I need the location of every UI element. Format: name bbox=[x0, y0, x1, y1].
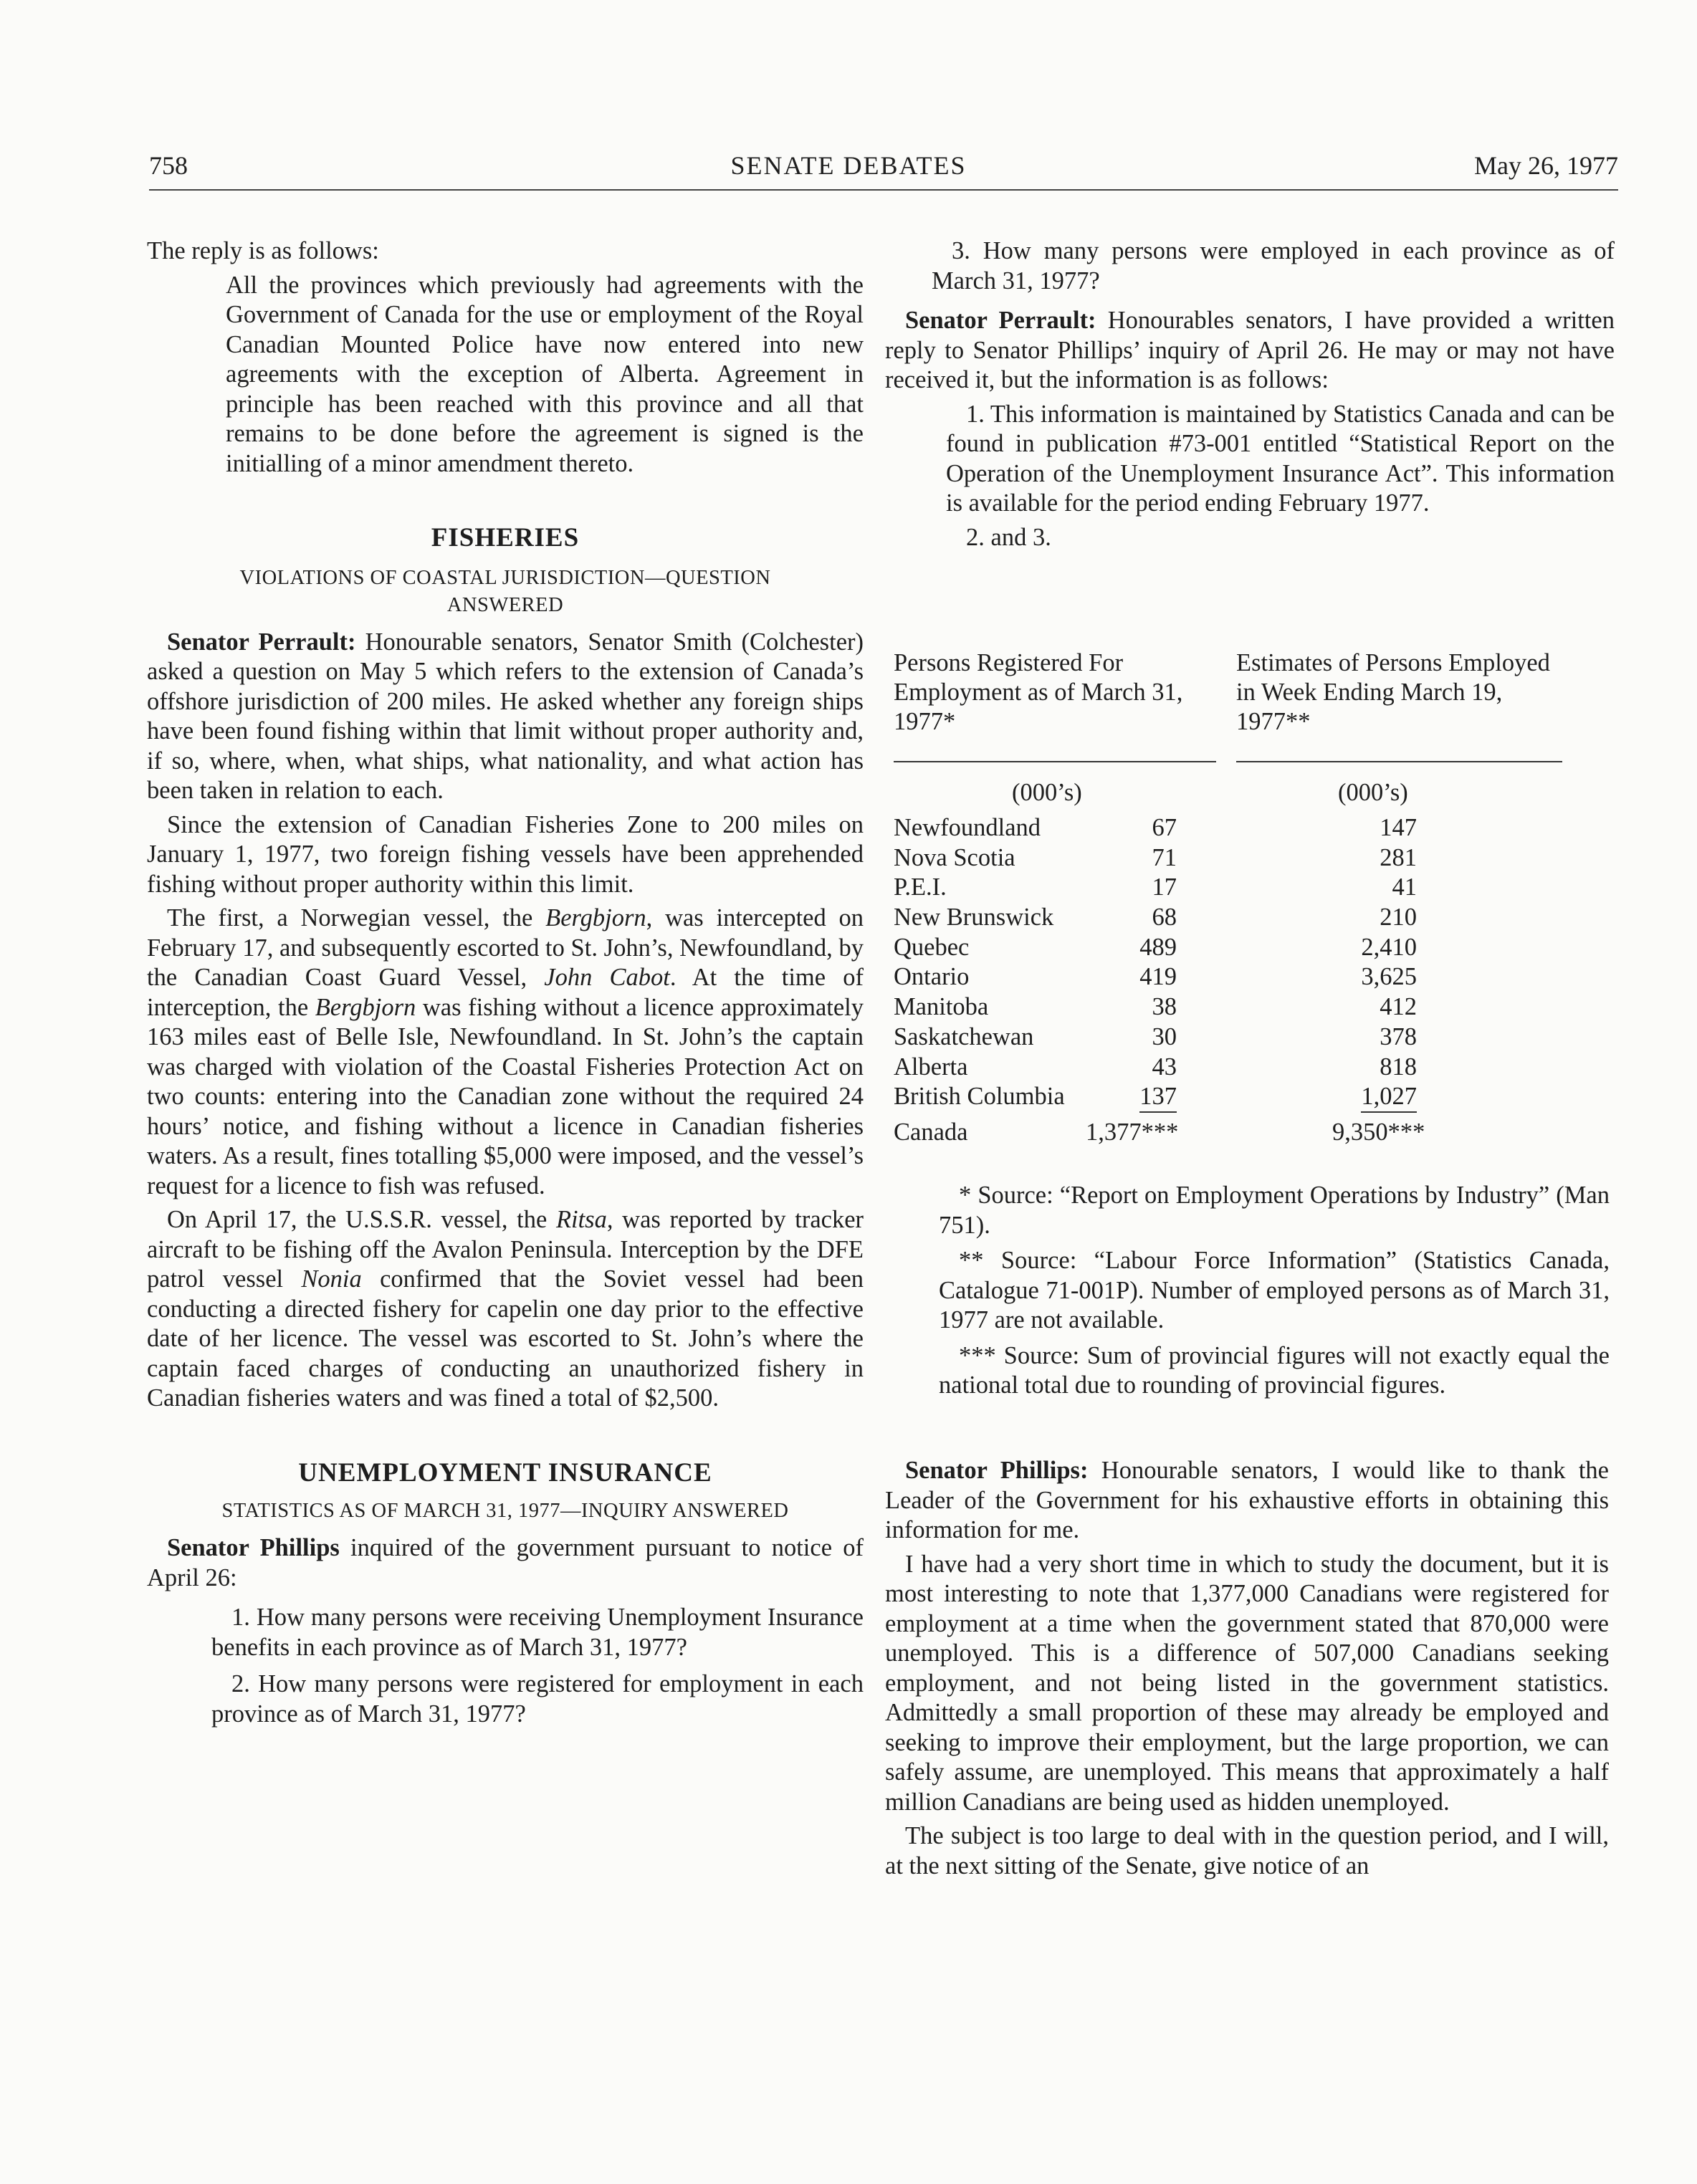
employed-cell: 210 bbox=[1380, 904, 1417, 931]
text-run: was fishing without a licence approximately 163 miles east of Belle Isle, Newfoundland. In St. John’s the captain was charged with violation of the Coastal Fisheries Protection Act on two counts: entering into the Canadian zone without the required 24 hours’ notice, and fishing without a licence in Canadian fisheries waters. As a result, fines totalling $5,000 were imposed, and the vessel’s request for a licence to fish was refused. bbox=[147, 993, 864, 1199]
page-date: May 26, 1977 bbox=[1474, 151, 1618, 180]
left-column bbox=[147, 236, 864, 1729]
ship-name: John Cabot bbox=[544, 964, 670, 991]
reply-intro: The reply is as follows: bbox=[147, 237, 379, 264]
paragraph: I have had a very short time in which to study the document, but it is most interesting to note that 1,377,000 Canadians were registered for employment at a time when the government stated that 870,000 were unemployed. This is a difference of 507,000 Canadians seeking employment, and not being listed in the government statistics. Admittedly a small proportion of these may already be employed and seeking to improve their employment, but the large proportion, we can safely assume, are unemployed. This means that approximately a half million Canadians are being used as hidden unemployed. bbox=[885, 1550, 1609, 1816]
table-row bbox=[894, 962, 1610, 992]
registered-cell: 137 bbox=[1087, 1082, 1177, 1112]
table-row bbox=[894, 1082, 1610, 1112]
text-run: On April 17, the U.S.S.R. vessel, the bbox=[167, 1206, 556, 1233]
paragraph-text: Honourables senators, I have provided a written reply to Senator Phillips’ inquiry of April 26. He may or may not have received it, but the information is as follows: bbox=[885, 307, 1615, 393]
registered-cell: 17 bbox=[1152, 873, 1177, 901]
table-row bbox=[894, 992, 1610, 1022]
table-header-employed: Estimates of Persons Employed in Week Ending March 19, 1977** bbox=[1236, 649, 1550, 735]
footnotes-and-text bbox=[939, 1181, 1610, 1407]
speaker-name: Senator Perrault: bbox=[905, 307, 1096, 334]
text-run: confirmed that the Soviet vessel had been conducting a directed fishery for capelin one day prior to the effective date of her licence. The vessel was escorted to St. John’s where the captain faced charges of conducting an unauthorized fishery in Canadian fisheries waters and was fined a total of $2,500. bbox=[147, 1265, 864, 1412]
text-run: . At the time of interception, the bbox=[147, 964, 864, 1021]
question-1: 1. How many persons were receiving Unemployment Insurance benefits in each province as of March 31, 1977? bbox=[211, 1604, 864, 1661]
province-cell: Newfoundland bbox=[894, 814, 1041, 841]
fisheries-subheading: VIOLATIONS OF COASTAL JURISDICTION—QUESTION ANSWERED bbox=[239, 566, 771, 616]
registered-cell: 43 bbox=[1152, 1053, 1177, 1081]
paragraph: Since the extension of Canadian Fisheries Zone to 200 miles on January 1, 1977, two foreign fishing vessels have been apprehended fishing without proper authority within this limit. bbox=[147, 810, 864, 898]
employed-cell: 41 bbox=[1392, 873, 1417, 901]
unit-label-registered: (000’s) bbox=[1012, 779, 1082, 806]
ship-name: Bergbjorn bbox=[545, 904, 646, 931]
province-cell: Ontario bbox=[894, 963, 970, 991]
answer-2-3: 2. and 3. bbox=[966, 523, 1051, 551]
reply-quote bbox=[226, 271, 864, 479]
fisheries-heading: FISHERIES bbox=[431, 523, 580, 552]
question-3: 3. How many persons were employed in each province as of March 31, 1977? bbox=[932, 237, 1615, 294]
province-cell: Manitoba bbox=[894, 993, 989, 1021]
right-column bbox=[885, 236, 1615, 552]
table-total-row bbox=[894, 1118, 1610, 1148]
ship-name: Nonia bbox=[301, 1265, 362, 1293]
registered-cell: 419 bbox=[1139, 963, 1177, 991]
table-header-registered: Persons Registered For Employment as of March 31, 1977* bbox=[894, 649, 1183, 735]
registered-cell: 30 bbox=[1152, 1022, 1177, 1050]
registered-cell: 67 bbox=[1152, 814, 1177, 841]
paragraph bbox=[147, 628, 864, 806]
province-cell: Quebec bbox=[894, 933, 970, 961]
table-row bbox=[894, 1022, 1610, 1053]
text-run: , was reported by tracker aircraft to be fishing off the Avalon Peninsula. Interception by the DFE patrol vessel bbox=[147, 1206, 864, 1293]
table-row bbox=[894, 843, 1610, 873]
paragraph-text: Honourable senators, I would like to thank the Leader of the Government for his exhaustive efforts in obtaining this information for me. bbox=[885, 1457, 1609, 1543]
paragraph-text: inquired of the government pursuant to notice of April 26: bbox=[147, 1534, 864, 1591]
publication-title: SENATE DEBATES bbox=[730, 151, 967, 180]
ship-name: Bergbjorn bbox=[315, 993, 416, 1021]
question-2: 2. How many persons were registered for employment in each province as of March 31, 1977? bbox=[211, 1670, 864, 1728]
registered-cell: 38 bbox=[1152, 993, 1177, 1021]
ship-name: Ritsa bbox=[555, 1206, 607, 1233]
paragraph bbox=[885, 306, 1615, 396]
employed-cell: 3,625 bbox=[1361, 963, 1417, 991]
reply-quote-text: All the provinces which previously had agreements with the Government of Canada for the use or employment of the Royal Canadian Mounted Police have now entered into new agreements with the exception of Alberta. Agreement in principle has been reached with this province and all that remains to be done before the agreement is signed is the initialling of a minor amendment thereto. bbox=[226, 271, 864, 477]
paragraph: The subject is too large to deal with in the question period, and I will, at the next sitting of the Senate, give notice of an bbox=[885, 1822, 1609, 1879]
text-run: , was intercepted on February 17, and subsequently escorted to St. John’s, Newfoundland, by the Canadian Coast Guard Vessel, bbox=[147, 904, 864, 991]
paragraph bbox=[147, 904, 864, 1201]
speaker-name: Senator Phillips: bbox=[905, 1457, 1089, 1484]
province-cell: P.E.I. bbox=[894, 873, 947, 901]
speaker-name: Senator Perrault: bbox=[167, 628, 356, 656]
province-cell: British Columbia bbox=[894, 1083, 1065, 1111]
employed-cell: 378 bbox=[1380, 1022, 1417, 1050]
employed-total-cell: 9,350*** bbox=[1332, 1118, 1425, 1146]
table-body bbox=[894, 813, 1610, 1148]
employed-cell: 412 bbox=[1380, 993, 1417, 1021]
unemployment-heading: UNEMPLOYMENT INSURANCE bbox=[298, 1457, 712, 1488]
registered-total-cell: 1,377*** bbox=[1086, 1118, 1179, 1146]
province-cell: Saskatchewan bbox=[894, 1022, 1034, 1050]
text-run: The first, a Norwegian vessel, the bbox=[167, 904, 546, 931]
table-row bbox=[894, 933, 1610, 963]
employed-cell: 1,027 bbox=[1316, 1082, 1417, 1112]
table-row bbox=[894, 903, 1610, 933]
paragraph bbox=[147, 1205, 864, 1414]
employed-cell: 147 bbox=[1380, 814, 1417, 841]
province-cell: Canada bbox=[894, 1118, 968, 1146]
table-row bbox=[894, 1053, 1610, 1083]
table-row bbox=[894, 873, 1610, 903]
employed-cell: 281 bbox=[1380, 843, 1417, 871]
registered-cell: 68 bbox=[1152, 904, 1177, 931]
footnote: * Source: “Report on Employment Operations by Industry” (Man 751). bbox=[939, 1182, 1610, 1239]
table-header-rule bbox=[894, 761, 1216, 762]
province-cell: Nova Scotia bbox=[894, 843, 1015, 871]
page-number: 758 bbox=[149, 151, 188, 180]
footnote: ** Source: “Labour Force Information” (Statistics Canada, Catalogue 71-001P). Number of employed persons as of March 31, 1977 are not available. bbox=[939, 1247, 1610, 1333]
paragraph-text: Honourable senators, Senator Smith (Colchester) asked a question on May 5 which refers to the extension of Canada’s offshore jurisdiction of 200 miles. He asked whether any foreign ships have been found fishing within that limit without proper authority and, if so, where, when, what ships, what nationality, and what action has been taken in relation to each. bbox=[147, 628, 864, 804]
paragraph bbox=[147, 1533, 864, 1593]
employed-cell: 2,410 bbox=[1361, 933, 1417, 961]
province-cell: New Brunswick bbox=[894, 904, 1054, 931]
table-row bbox=[894, 813, 1610, 843]
answer-1: 1. This information is maintained by Statistics Canada and can be found in publication #73-001 entitled “Statistical Report on the Operation of the Unemployment Insurance Act”. This information is available for the period ending February 1977. bbox=[946, 400, 1615, 517]
registered-cell: 71 bbox=[1152, 843, 1177, 871]
employed-cell: 818 bbox=[1380, 1053, 1417, 1081]
continuation-text bbox=[885, 1456, 1609, 1881]
speaker-name: Senator Phillips bbox=[167, 1534, 340, 1561]
registered-cell: 489 bbox=[1139, 933, 1177, 961]
unit-label-employed: (000’s) bbox=[1338, 779, 1408, 806]
paragraph bbox=[885, 1456, 1609, 1546]
unemployment-subheading: STATISTICS AS OF MARCH 31, 1977—INQUIRY ANSWERED bbox=[221, 1500, 789, 1522]
footnote: *** Source: Sum of provincial figures will not exactly equal the national total due to rounding of provincial figures. bbox=[939, 1341, 1610, 1399]
province-cell: Alberta bbox=[894, 1053, 968, 1081]
table-header-rule bbox=[1236, 761, 1562, 762]
header-rule bbox=[149, 189, 1618, 191]
